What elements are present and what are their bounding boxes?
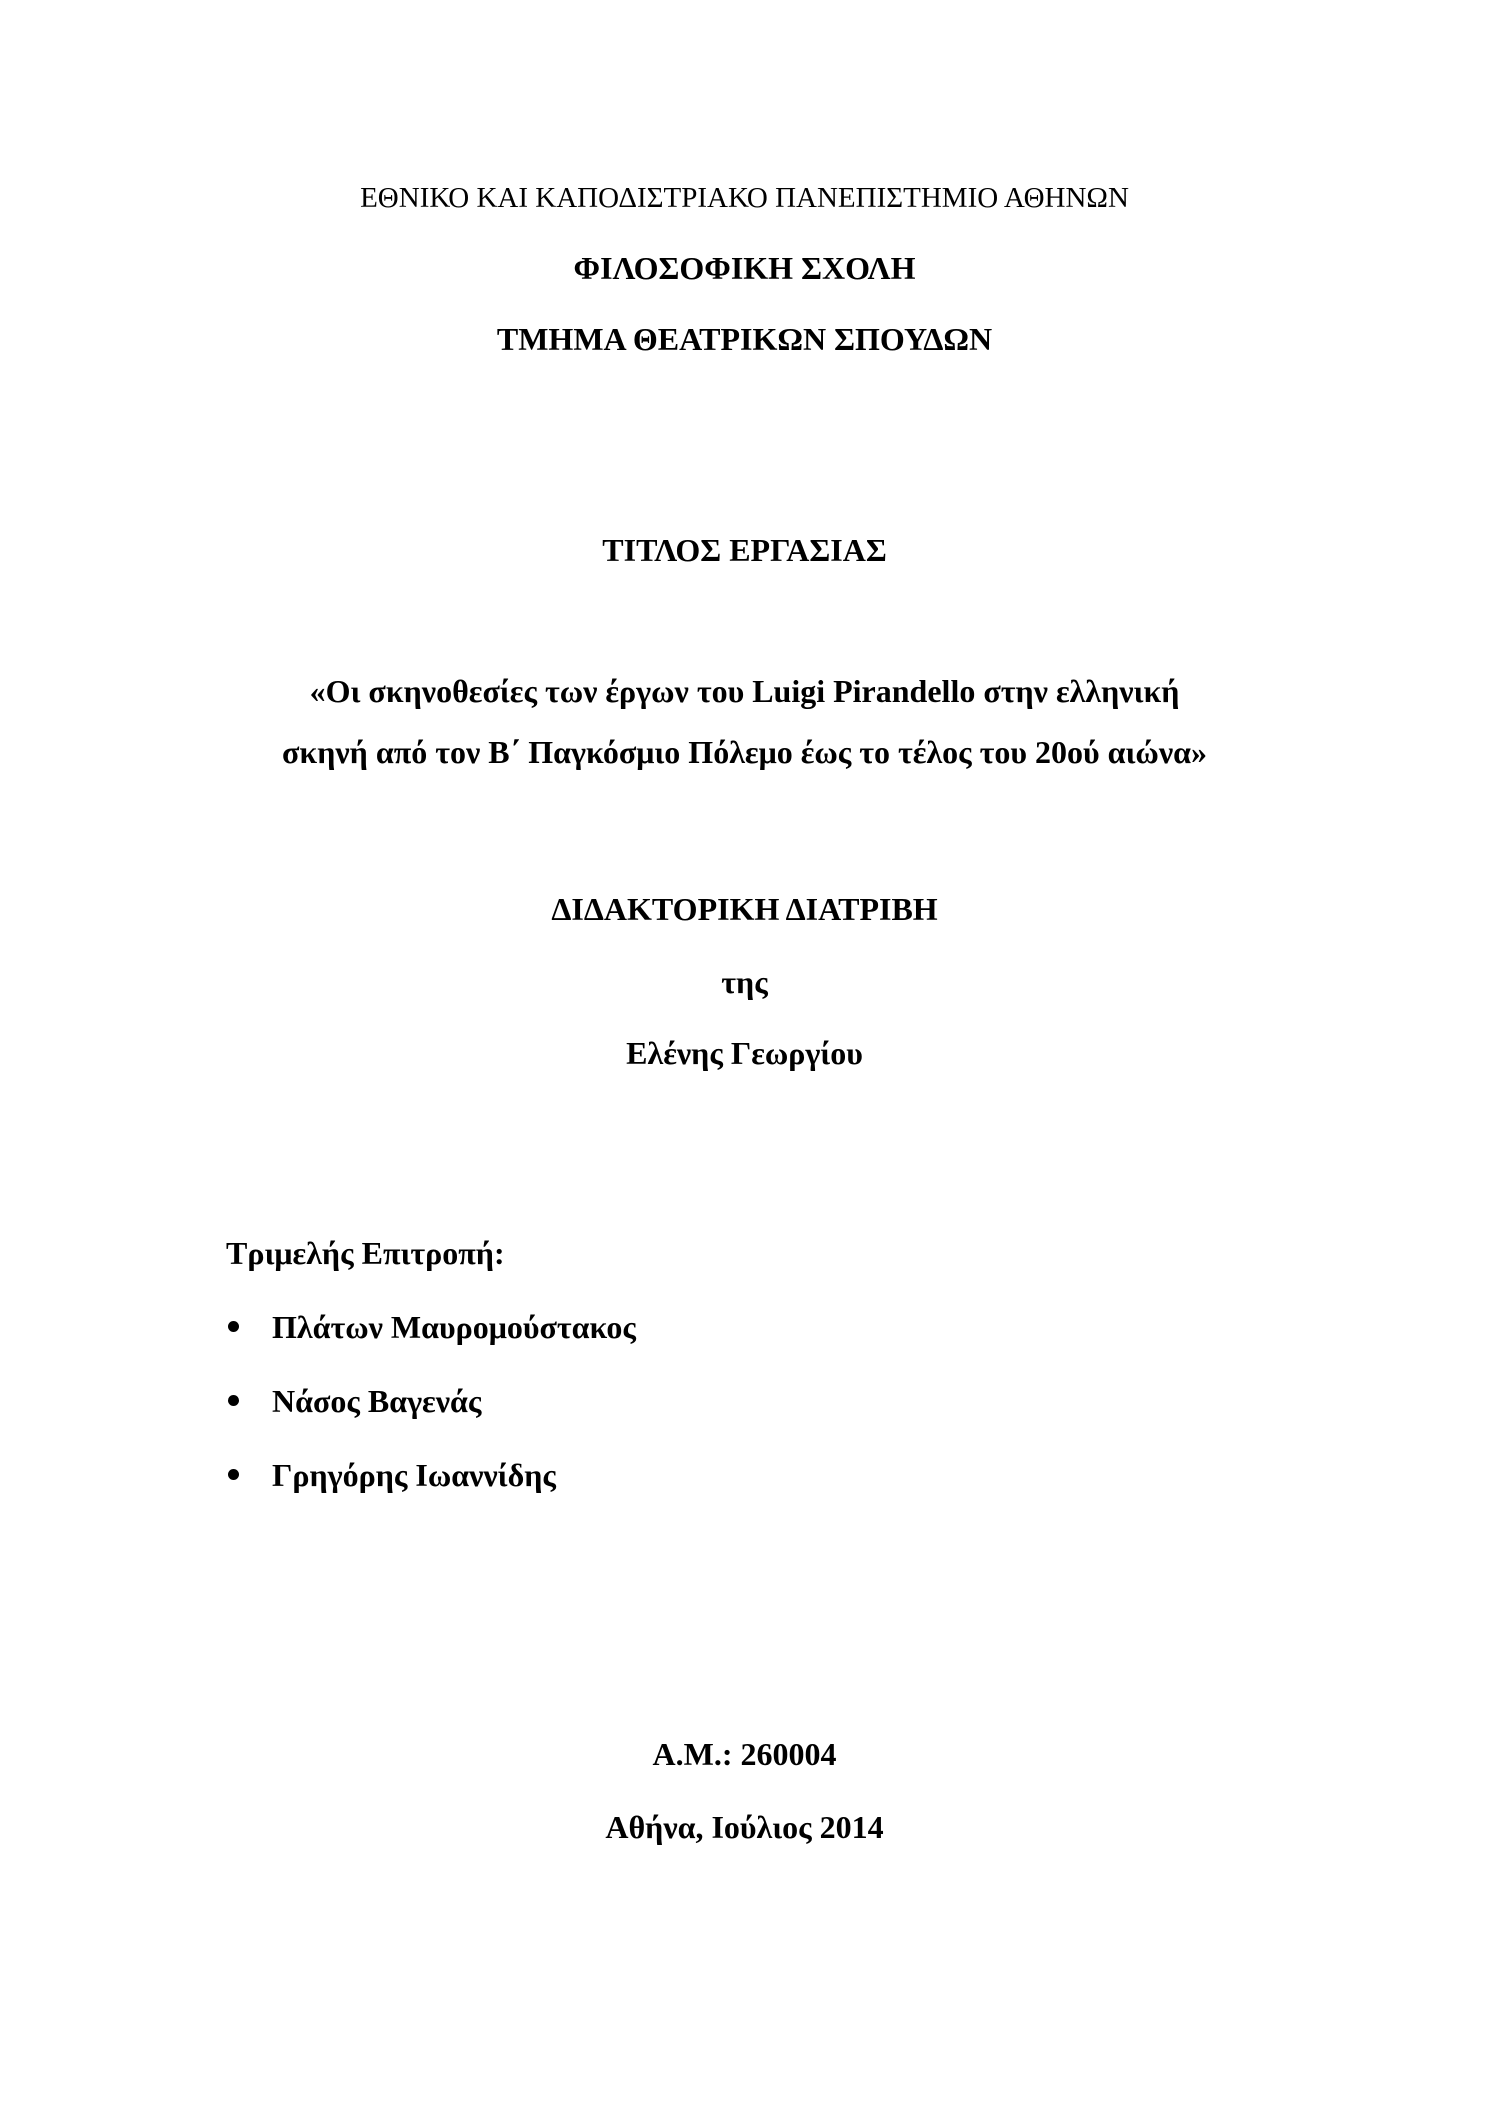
committee-member	[228, 1457, 556, 1493]
place-and-date: Αθήνα, Ιούλιος 2014	[605, 1809, 884, 1845]
school-name: ΦΙΛΟΣΟΦΙΚΗ ΣΧΟΛΗ	[573, 250, 916, 286]
author-preposition: της	[721, 964, 768, 1000]
committee-member-name: Γρηγόρης Ιωαννίδης	[272, 1457, 556, 1493]
author-name: Ελένης Γεωργίου	[626, 1035, 863, 1071]
committee-label: Τριμελής Επιτροπή:	[226, 1235, 505, 1271]
department-name: ΤΜΗΜΑ ΘΕΑΤΡΙΚΩΝ ΣΠΟΥΔΩΝ	[496, 321, 993, 357]
registration-number: Α.Μ.: 260004	[652, 1736, 837, 1772]
committee-member-name: Νάσος Βαγενάς	[272, 1383, 482, 1419]
degree-type: ΔΙΔΑΚΤΟΡΙΚΗ ΔΙΑΤΡΙΒΗ	[551, 891, 938, 927]
thesis-title-line-1: «Οι σκηνοθεσίες των έργων του Luigi Pirandello στην ελληνική	[309, 673, 1180, 709]
bullet-icon	[228, 1321, 239, 1332]
university-name: ΕΘΝΙΚΟ ΚΑΙ ΚΑΠΟΔΙΣΤΡΙΑΚΟ ΠΑΝΕΠΙΣΤΗΜΙΟ ΑΘΗΝΩΝ	[360, 182, 1129, 214]
thesis-title-line-2: σκηνή από τον Β΄ Παγκόσμιο Πόλεμο έως το τέλος του 20ού αιώνα»	[282, 734, 1207, 770]
bullet-icon	[228, 1395, 239, 1406]
committee-member	[228, 1383, 482, 1419]
bullet-icon	[228, 1469, 239, 1480]
committee-member	[228, 1309, 636, 1345]
committee-member-name: Πλάτων Μαυρομούστακος	[272, 1309, 636, 1345]
title-label: ΤΙΤΛΟΣ ΕΡΓΑΣΙΑΣ	[602, 532, 887, 568]
